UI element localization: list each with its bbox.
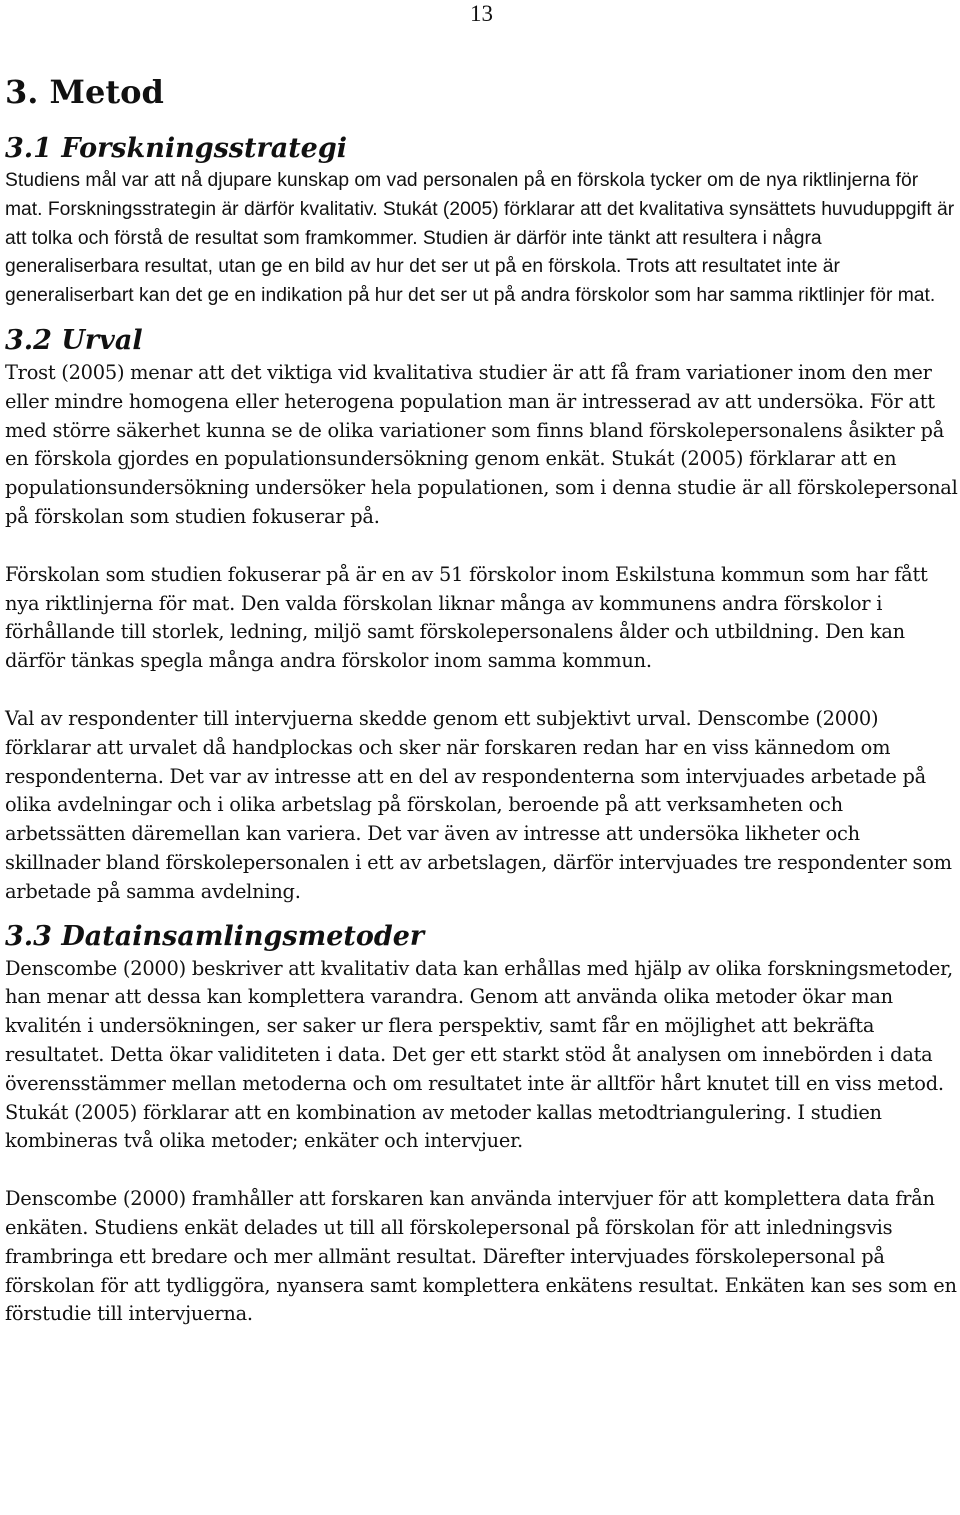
paragraph-urval-2: Förskolan som studien fokuserar på är en av 51 förskolor inom Eskilstuna kommun som har fått nya riktlinjerna för mat. Den valda förskolan liknar många av kommunens andra förskolor i förhållande till storlek, ledning, miljö samt förskolepersonalens ålder och utbildning. Den kan därför tänkas spegla många andra förskolor inom samma kommun. [5,562,928,673]
paragraph-urval-1: Trost (2005) menar att det viktiga vid kvalitativa studier är att få fram variationer inom den mer eller mindre homogena eller heterogena population man är intresserad av att undersöka. För att med större säkerhet kunna se de olika variationer som finns bland förskolepersonalens åsikter på en förskola gjordes en populationsundersökning genom enkät. Stukát (2005) förklarar att en populationsundersökning undersöker hela populationen, som i denna studie är all förskolepersonal på förskolan som studien fokuserar på. [5,360,958,528]
page-number: 13 [470,1,493,26]
paragraph-forskningsstrategi: Studiens mål var att nå djupare kunskap om vad personalen på en förskola tycker om de nya riktlinjerna för mat. Forskningsstrategin är därför kvalitativ. Stukát (2005) förklarar att det kvalitativa synsättets huvuduppgift är att tolka och förstå de resultat som framkommer. Studien är därför inte tänkt att resultera i några generaliserbara resultat, utan ge en bild av hur det ser ut på en förskola. Trots att resultatet inte är generaliserbart kan det ge en indikation på hur det ser ut på andra förskolor som har samma riktlinjer för mat. [5,170,955,307]
paragraph-datainsamling-1: Denscombe (2000) beskriver att kvalitativ data kan erhållas med hjälp av olika forskningsmetoder, han menar att dessa kan komplettera varandra. Genom att använda olika metoder ökar man kvalitén i undersökningen, ser saker ur flera perspektiv, samt får en möjlighet att bekräfta resultatet. Detta ökar validiteten i data. Det ger ett starkt stöd åt analysen om innebörden i data överensstämmer mellan metoderna och om resultatet inte är alltför hårt knutet till en viss metod. Stukát (2005) förklarar att en kombination av metoder kallas metodtriangulering. I studien kombineras två olika metoder; enkäter och intervjuer. [5,956,953,1153]
paragraph-datainsamling-2: Denscombe (2000) framhåller att forskaren kan använda intervjuer för att komplettera data från enkäten. Studiens enkät delades ut till all förskolepersonal på förskolan för att inledningsvis frambringa ett bredare och mer allmänt resultat. Därefter intervjuades förskolepersonal på förskolan för att tydliggöra, nyansera samt komplettera enkätens resultat. Enkäten kan ses som en förstudie till intervjuerna. [5,1187,957,1326]
section-heading-datainsamlingsmetoder: 3.3 Datainsamlingsmetoder [5,920,425,952]
document-body [5,70,958,1329]
section-heading-urval: 3.2 Urval [5,324,143,356]
chapter-heading: 3. Metod [5,73,164,111]
section-heading-forskningsstrategi: 3.1 Forskningsstrategi [5,133,347,164]
paragraph-urval-3: Val av respondenter till intervjuerna skedde genom ett subjektivt urval. Denscombe (2000) förklarar att urvalet då handplockas och sker när forskaren redan har en viss kännedom om respondenterna. Det var av intresse att en del av respondenterna som intervjuades arbetade på olika avdelningar och i olika arbetslag på förskolan, beroende på att verksamheten och arbetssätten däremellan kan variera. Det var även av intresse att undersöka likheter och skillnader bland förskolepersonalen i ett av arbetslagen, därför intervjuades tre respondenter som arbetade på samma avdelning. [5,706,952,903]
